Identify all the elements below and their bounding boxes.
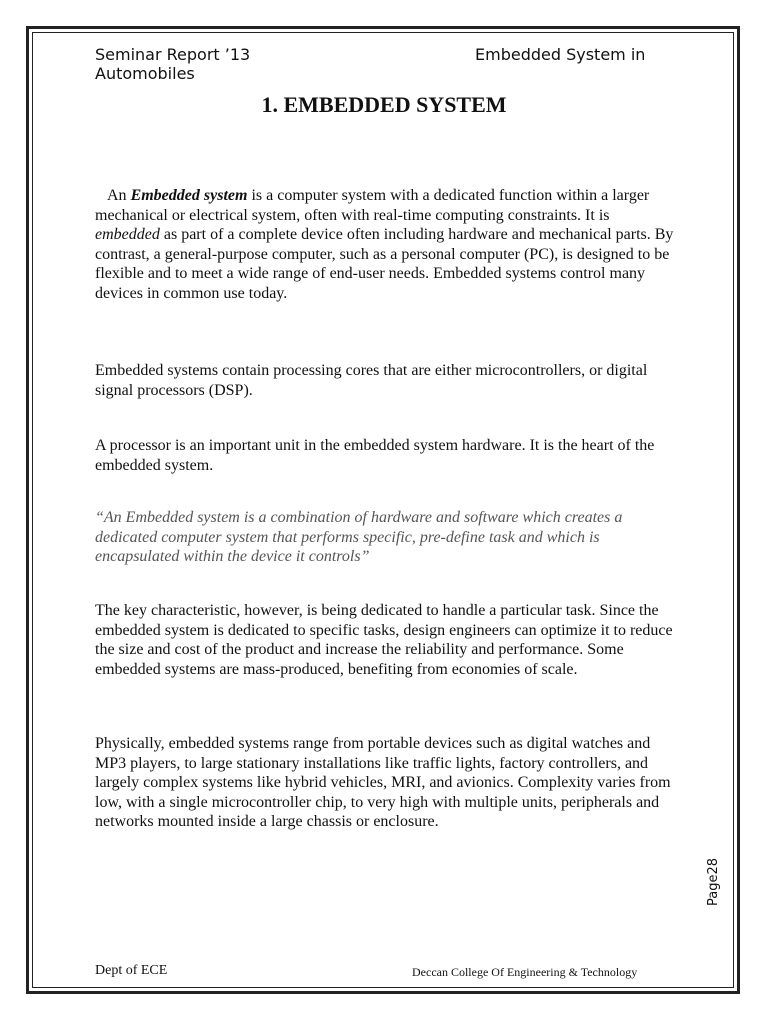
page-number: Page28 bbox=[706, 857, 721, 906]
intro-term: Embedded system bbox=[130, 187, 248, 204]
paragraph-physical: Physically, embedded systems range from portable devices such as digital watches and MP3 players, to large stationary installations like traffic lights, factory controllers, and largely complex systems like hybrid vehicles, MRI, and avionics. Complexity varies from low, with a single microcontroller chip, to very high with multiple units, peripherals and networks mounted inside a large chassis or enclosure. bbox=[95, 735, 671, 831]
footer-department: Dept of ECE bbox=[95, 963, 168, 978]
header-left bbox=[95, 45, 335, 83]
footer-college: Deccan College Of Engineering & Technology bbox=[412, 965, 638, 979]
header-left-line2: Automobiles bbox=[95, 64, 195, 83]
header-right: Embedded System in bbox=[475, 45, 646, 64]
intro-text-a: is a computer system with a dedicated function within a larger mechanical or electrical system, often with real-time computing constraints. It is bbox=[95, 187, 650, 224]
header-left-line1: Seminar Report ’13 bbox=[95, 45, 251, 64]
intro-text-b: as part of a complete device often including hardware and mechanical parts. By contrast, a general-purpose computer, such as a personal computer (PC), is designed to be flexible and to meet a wide range of end-user needs. Embedded systems control many devices in common use today. bbox=[95, 226, 674, 302]
paragraph-intro bbox=[95, 186, 675, 304]
intro-lead: An bbox=[107, 187, 131, 204]
intro-emphasis: embedded bbox=[95, 226, 160, 244]
paragraph-processor: A processor is an important unit in the embedded system hardware. It is the heart of the embedded system. bbox=[95, 437, 655, 474]
paragraph-characteristic: The key characteristic, however, is being dedicated to handle a particular task. Since the embedded system is dedicated to specific tasks, design engineers can optimize it to reduce the size and cost of the product and increase the reliability and performance. Some embedded systems are mass-produced, benefiting from economies of scale. bbox=[95, 602, 673, 678]
paragraph-quote: “An Embedded system is a combination of hardware and software which creates a dedicated computer system that performs specific, pre-define task and which is encapsulated within the device it controls” bbox=[95, 509, 623, 566]
paragraph-cores: Embedded systems contain processing cores that are either microcontrollers, or digital signal processors (DSP). bbox=[95, 362, 648, 399]
page-title: 1. EMBEDDED SYSTEM bbox=[261, 92, 507, 117]
